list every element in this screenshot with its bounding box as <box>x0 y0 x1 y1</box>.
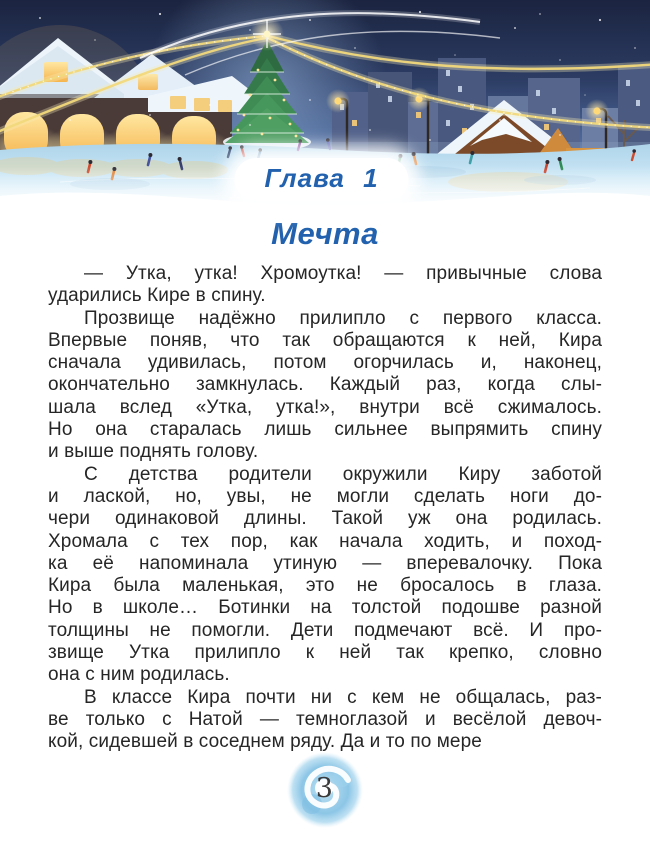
chapter-label: Глава 1 <box>264 163 379 193</box>
text-line: Но в школе… Ботинки на толстой подошве разной <box>48 597 602 619</box>
header-illustration <box>0 0 650 212</box>
body-text <box>48 263 602 754</box>
text-line: она с ним родилась. <box>48 664 230 686</box>
tree-star <box>250 17 284 51</box>
text-line: — Утка, утка! Хромоутка! — привычные слова <box>84 263 602 284</box>
text-line: и лаской, но, увы, не могли сделать ноги до- <box>48 485 602 507</box>
chapter-badge <box>234 158 408 201</box>
text-line: и выше поднять голову. <box>48 441 259 463</box>
text-line: Но она старалась лишь сильнее выпрямить спину <box>48 419 602 441</box>
text-line: окончательно замкнулась. Каждый раз, когда слы- <box>48 374 602 396</box>
text-line: Впервые поняв, что так обращаются к ней, Кира <box>48 329 602 351</box>
text-line: сначала удивилась, потом огорчилась и, наконец, <box>48 352 602 374</box>
text-line: ударились Кире в спину. <box>48 285 266 307</box>
page-number-decoration <box>282 748 368 834</box>
text-line: чери одинаковой длины. Такой уж она родилась. <box>48 508 602 530</box>
text-line: Прозвище надёжно прилипло с первого класса. <box>84 307 602 329</box>
text-line: ве только с Натой — темноглазой и весёлой девоч- <box>48 708 602 730</box>
text-line: шала вслед «Утка, утка!», внутри всё сжималось. <box>48 396 602 418</box>
page-title: Мечта <box>271 216 379 251</box>
text-line: ка её напоминала утиную — вперевалочку. Пока <box>48 552 602 574</box>
page-number: 3 <box>315 773 333 805</box>
text-line: С детства родители окружили Киру заботой <box>84 463 602 485</box>
text-line: толщины не помогли. Дети подмечают всё. И про- <box>48 619 602 641</box>
text-line: В классе Кира почти ни с кем не общалась, раз- <box>84 686 602 708</box>
text-line: кой, сидевшей в соседнем ряду. Да и то по мере <box>48 731 482 753</box>
text-line: звище Утка прилипло к ней так крепко, словно <box>48 642 602 664</box>
text-line: Кира была маленькая, это не бросалось в глаза. <box>48 575 602 597</box>
text-line: Хромала с тех пор, как начала ходить, и поход- <box>48 530 602 552</box>
